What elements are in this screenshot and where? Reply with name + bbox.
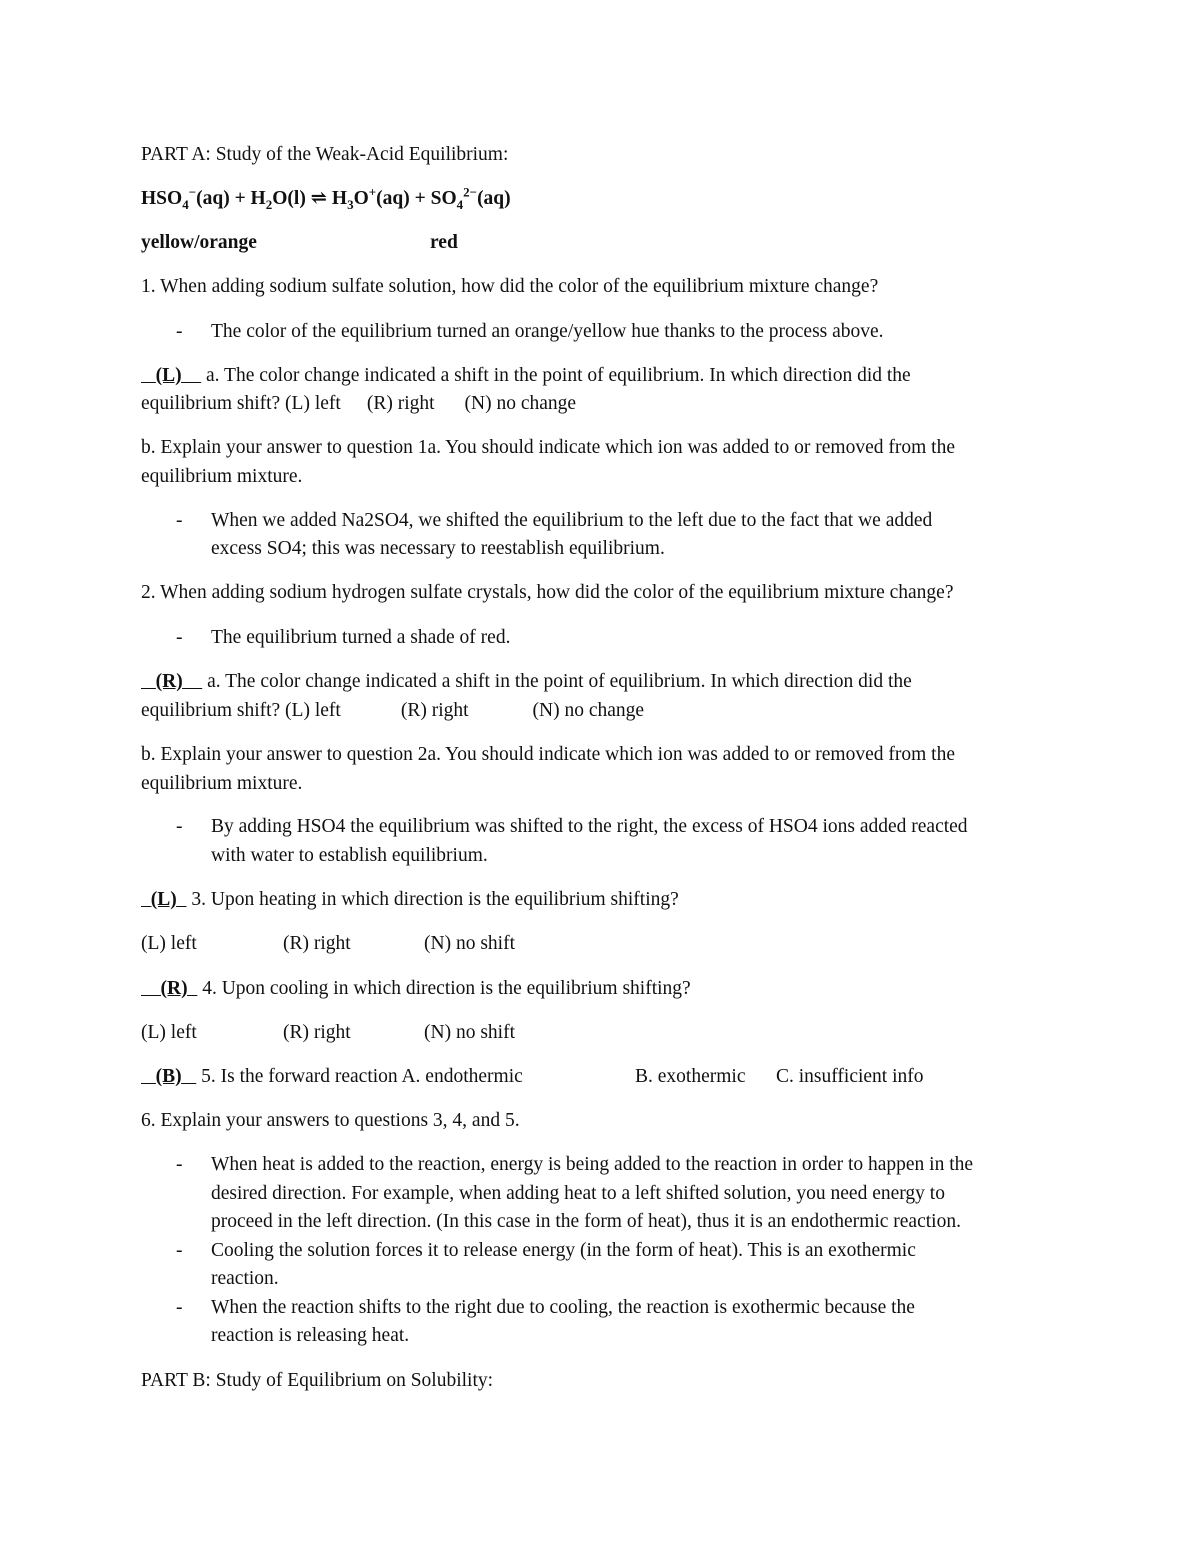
question-3-option-l: (L) left [141, 933, 197, 954]
color-label-right: red [430, 232, 458, 253]
question-3-option-n: (N) no shift [424, 933, 515, 954]
question-3-option-r: (R) right [283, 933, 351, 954]
bullet-dash: - [176, 1297, 183, 1318]
answer-blank-4: (R) [160, 978, 188, 999]
question-2: 2. When adding sodium hydrogen sulfate crystals, how did the color of the equilibrium mixture change? [141, 582, 954, 603]
answer-2b-line1: By adding HSO4 the equilibrium was shifted to the right, the excess of HSO4 ions added reacted [211, 816, 968, 837]
question-5-option-c: C. insufficient info [776, 1066, 924, 1087]
question-2b-line2: equilibrium mixture. [141, 773, 303, 794]
question-1: 1. When adding sodium sulfate solution, how did the color of the equilibrium mixture change? [141, 276, 879, 297]
equilibrium-equation: $HSO_4^-(aq) + H_2O(l)$ ⇌ $H_3O^+(aq) + SO_4^{2-}(aq)$ [141, 184, 511, 212]
answer-6b-line1: Cooling the solution forces it to release energy (in the form of heat). This is an exothermic [211, 1240, 916, 1261]
question-5-option-b: B. exothermic [635, 1066, 746, 1087]
bullet-dash: - [176, 1240, 183, 1261]
answer-6a-line2: desired direction. For example, when adding heat to a left shifted solution, you need energy to [211, 1183, 945, 1204]
bullet-dash: - [176, 627, 183, 648]
answer-blank-1a: (L) [155, 365, 182, 386]
question-2a: (R) a. The color change indicated a shift in the point of equilibrium. In which direction did the [141, 668, 912, 696]
bullet-dash: - [176, 1154, 183, 1175]
color-label-left: yellow/orange [141, 232, 257, 253]
question-4-option-l: (L) left [141, 1022, 197, 1043]
answer-6c-line1: When the reaction shifts to the right due to cooling, the reaction is exothermic because the [211, 1297, 915, 1318]
answer-6c-line2: reaction is releasing heat. [211, 1325, 410, 1346]
question-4-option-r: (R) right [283, 1022, 351, 1043]
bullet-dash: - [176, 321, 183, 342]
answer-1b-line1: When we added Na2SO4, we shifted the equilibrium to the left due to the fact that we added [211, 510, 933, 531]
answer-6a-line1: When heat is added to the reaction, energy is being added to the reaction in order to happen in the [211, 1154, 974, 1175]
answer-2b-line2: with water to establish equilibrium. [211, 845, 488, 866]
answer-6a-line3: proceed in the left direction. (In this case in the form of heat), thus it is an endothermic reaction. [211, 1211, 961, 1232]
answer-blank-3: (L) [150, 889, 177, 910]
question-1a-options: equilibrium shift? (L) left (R) right (N) no change [141, 393, 577, 414]
question-1b-line1: b. Explain your answer to question 1a. You should indicate which ion was added to or removed from the [141, 437, 955, 458]
answer-6b-line2: reaction. [211, 1268, 279, 1289]
part-a-heading: PART A: Study of the Weak-Acid Equilibrium: [141, 144, 509, 165]
answer-blank-5: (B) [155, 1066, 182, 1087]
answer-2: The equilibrium turned a shade of red. [211, 627, 511, 648]
question-6: 6. Explain your answers to questions 3, 4, and 5. [141, 1110, 520, 1131]
bullet-dash: - [176, 816, 183, 837]
question-4-option-n: (N) no shift [424, 1022, 515, 1043]
question-4: (R) 4. Upon cooling in which direction is the equilibrium shifting? [141, 975, 691, 1003]
question-2b-line1: b. Explain your answer to question 2a. You should indicate which ion was added to or removed from the [141, 744, 955, 765]
answer-blank-2a: (R) [155, 671, 183, 692]
question-1b-line2: equilibrium mixture. [141, 466, 303, 487]
answer-1b-line2: excess SO4; this was necessary to reestablish equilibrium. [211, 538, 665, 559]
question-5: (B) 5. Is the forward reaction A. endothermic [141, 1063, 523, 1091]
part-b-heading: PART B: Study of Equilibrium on Solubility: [141, 1370, 494, 1391]
answer-1: The color of the equilibrium turned an orange/yellow hue thanks to the process above. [211, 321, 884, 342]
question-2a-options: equilibrium shift? (L) left (R) right (N) no change [141, 700, 645, 721]
question-1a: (L) a. The color change indicated a shift in the point of equilibrium. In which direction did the [141, 362, 911, 390]
bullet-dash: - [176, 510, 183, 531]
question-3: (L) 3. Upon heating in which direction is the equilibrium shifting? [141, 886, 679, 914]
